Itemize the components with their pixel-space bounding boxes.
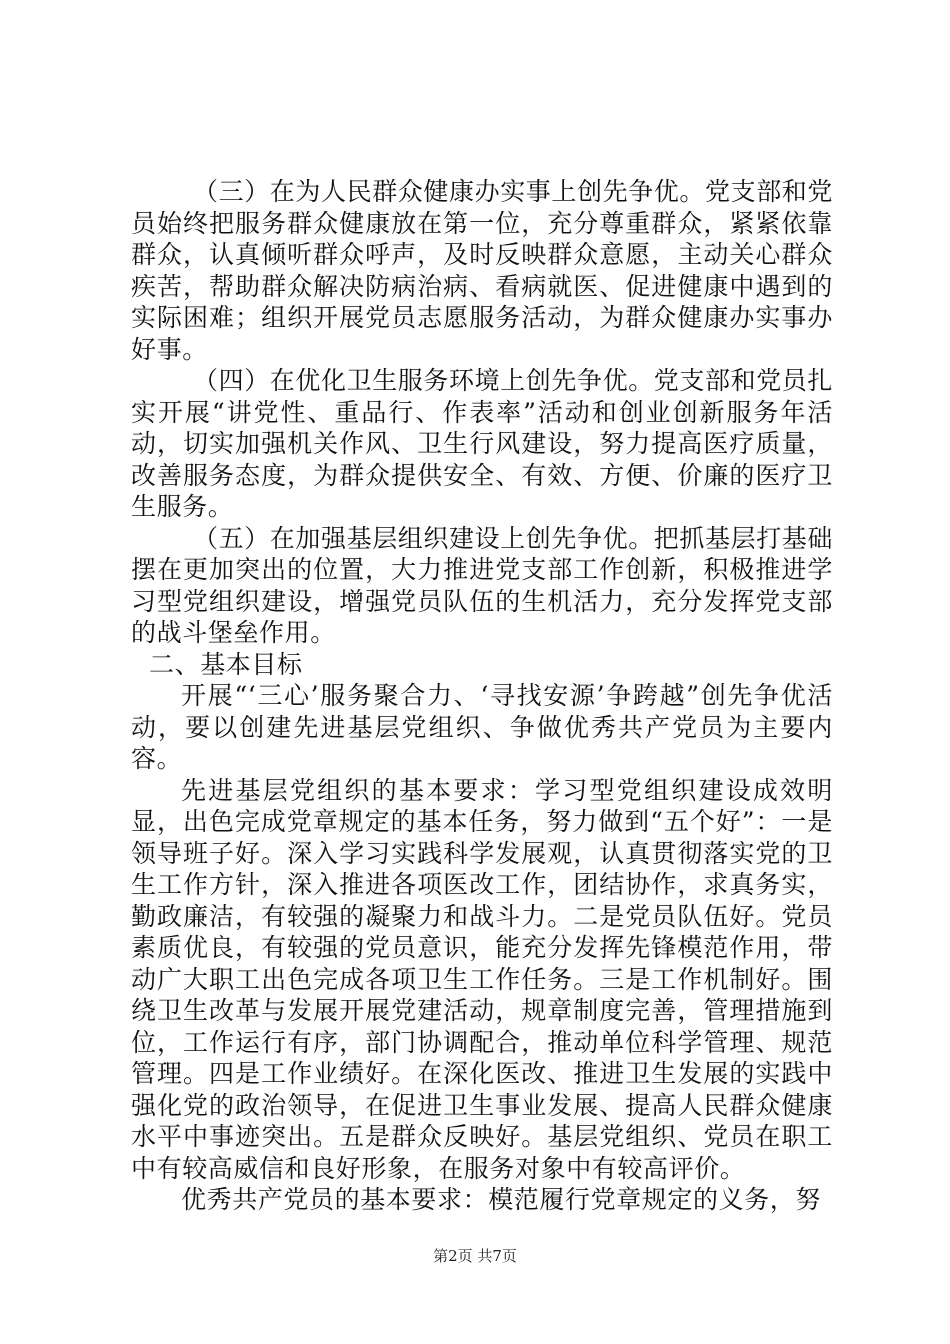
paragraph-section-4: （四）在优化卫生服务环境上创先争优。党支部和党员扎实开展“讲党性、重品行、作表率”活动和创业创新服务年活动，切实加强机关作风、卫生行风建设，努力提高医疗质量，改善服务态度，为群众提供安全、有效、方便、价廉的医疗卫生服务。 <box>131 366 834 521</box>
paragraph-advanced-org-requirements: 先进基层党组织的基本要求：学习型党组织建设成效明显，出色完成党章规定的基本任务，努力做到“五个好”：一是领导班子好。深入学习实践科学发展观，认真贯彻落实党的卫生工作方针，深入推进各项医改工作，团结协作，求真务实，勤政廉洁，有较强的凝聚力和战斗力。二是党员队伍好。党员素质优良，有较强的党员意识，能充分发挥先锋模范作用，带动广大职工出色完成各项卫生工作任务。三是工作机制好。围绕卫生改革与发展开展党建活动，规章制度完善，管理措施到位，工作运行有序，部门协调配合，推动单位科学管理、规范管理。四是工作业绩好。在深化医改、推进卫生发展的实践中强化党的政治领导，在促进卫生事业发展、提高人民群众健康水平中事迹突出。五是群众反映好。基层党组织、党员在职工中有较高威信和良好形象，在服务对象中有较高评价。 <box>131 775 833 1183</box>
paragraph-section-5: （五）在加强基层组织建设上创先争优。把抓基层打基础摆在更加突出的位置，大力推进党支部工作创新，积极推进学习型党组织建设，增强党员队伍的生机活力，充分发挥党支部的战斗堡垒作用。 <box>131 523 834 647</box>
document-body <box>131 176 833 1216</box>
paragraph-activity-intro: 开展“‘三心’服务聚合力、‘寻找安源’争跨越”创先争优活动，要以创建先进基层党组织、争做优秀共产党员为主要内容。 <box>131 681 833 773</box>
paragraph-excellent-member-requirements: 优秀共产党员的基本要求：模范履行党章规定的义务，努 <box>181 1185 822 1214</box>
page-number-footer: 第2页 共7页 <box>433 1247 517 1265</box>
section-heading-basic-goals: 二、基本目标 <box>149 649 303 679</box>
paragraph-section-3: （三）在为人民群众健康办实事上创先争优。党支部和党员始终把服务群众健康放在第一位，充分尊重群众，紧紧依靠群众，认真倾听群众呼声，及时反映群众意愿，主动关心群众疾苦，帮助群众解决防病治病、看病就医、促进健康中遇到的实际困难；组织开展党员志愿服务活动，为群众健康办实事办好事。 <box>131 177 834 364</box>
